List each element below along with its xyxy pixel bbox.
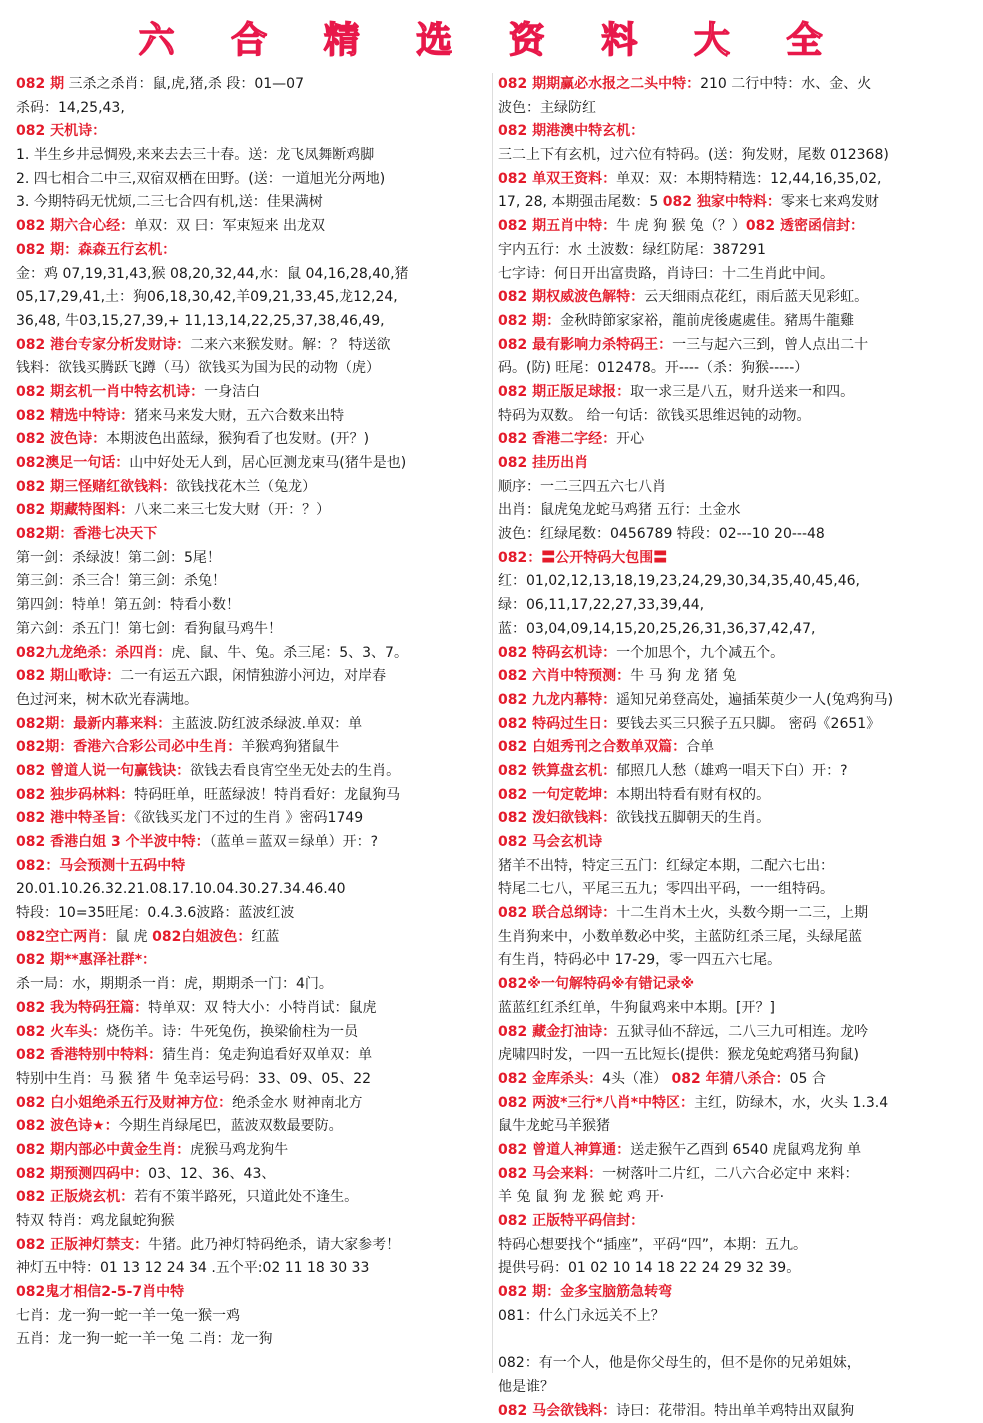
line-text: 单双：双：本期特精选：12,44,16,35,02, [616,171,881,187]
text-line [16,1257,488,1281]
text-line [16,476,488,500]
text-line [498,736,970,760]
line-text: 主蓝波.防红波杀绿波.单双：单 [171,716,362,732]
line-text: 烧伤羊。诗：牛死兔伤，换梁偷柱为一员 [106,1024,358,1040]
line-heading: 082 白姐秀刊之合数单双篇： [498,739,686,755]
text-line [498,760,970,784]
text-line [16,1305,488,1329]
text-line [498,1068,970,1092]
text-line [498,713,970,737]
text-line [498,689,970,713]
text-line [16,736,488,760]
line-heading: 082 期： [16,242,78,258]
column-divider [492,73,493,1373]
line-heading: 082 期五肖中特： [498,218,616,234]
line-heading: 082 期期赢必水报之二头中特： [498,76,700,92]
text-line [498,168,970,192]
text-line [16,570,488,594]
text-line [16,191,488,215]
line-text: 欲钱找五脚朝天的生肖。 [616,810,770,826]
line-heading: 082 曾道人神算通： [498,1142,630,1158]
line-text: 1. 半生乡井忌惆殁,来来去去三十春。送：龙飞凤舞断鸡脚 [16,147,374,163]
line-text: 210 二行中特：水、金、火 [700,76,871,92]
line-text: 七字诗：何日开出富贵路，肖诗曰：十二生肖此中间。 [498,266,834,282]
text-line [16,357,488,381]
line-heading: 082期： [16,526,73,542]
line-text: 提供号码：01 02 10 14 18 22 24 29 32 39。 [498,1260,800,1276]
line-text: 若有不策半路死，只道此处不逢生。 [134,1189,358,1205]
text-line [16,973,488,997]
line-heading: 082 期藏特图料： [16,502,134,518]
text-line [498,1257,970,1281]
line-heading: 082 正版烧玄机： [16,1189,134,1205]
line-heading: 082 马会玄机诗 [498,834,602,850]
line-text: 特码心想要找个“插座”，平码“四”，本期：五九。 [498,1237,807,1253]
line-text: 牛 虎 狗 猴 兔（？） [616,218,746,234]
line-heading: 香港七决天下 [73,526,157,542]
line-heading: 082 期权威波色解特： [498,289,644,305]
line-text: 一身洁白 [204,384,260,400]
line-heading: 082 透密函信封： [746,218,864,234]
text-line [498,618,970,642]
line-heading: 082空亡两肖： [16,929,115,945]
text-line [16,1092,488,1116]
line-heading: 082 期正版足球报： [498,384,630,400]
line-text: 色过河来，树木砍光春满地。 [16,692,198,708]
text-line [498,476,970,500]
line-heading: 082期： [16,716,73,732]
line-text: 虎啸四时发，一四一五比短长(提供：猴龙兔蛇鸡猪马狗鼠) [498,1047,859,1063]
line-text: 八来二来三七发大财（开：？） [134,502,330,518]
text-line [498,1139,970,1163]
line-heading: 082 港台专家分析发财诗： [16,337,190,353]
line-text: 3. 今期特码无忧烦,二三七合四有机,送：佳果满树 [16,194,323,210]
line-text: 十二生肖木土火，头数今期一二三，上期 [616,905,868,921]
line-text: 虎、鼠、牛、兔。杀三尾：5、3、7。 [171,645,408,661]
text-line [16,1210,488,1234]
line-heading: 082 铁算盘玄机： [498,763,616,779]
text-line [498,570,970,594]
line-heading: 082 期港澳中特玄机： [498,123,644,139]
text-line [498,191,970,215]
line-text: 云天细雨点花红，雨后蓝天见彩虹。 [644,289,868,305]
text-line [16,642,488,666]
text-line [16,784,488,808]
text-line [16,144,488,168]
text-line [16,120,488,144]
line-heading: 082 香港特别中特料： [16,1047,162,1063]
text-line [498,1092,970,1116]
text-line [498,1234,970,1258]
line-text: 码。(防) 旺尾：012478。开----（杀：狗猴-----） [498,360,808,376]
line-heading: 082 特码玄机诗： [498,645,616,661]
text-line [16,97,488,121]
line-text: 一三与起六三到，曾人点出二十 [672,337,868,353]
line-heading: 082 香港白姐 3 个半波中特： [16,834,210,850]
line-text: 虎猴马鸡龙狗牛 [190,1142,288,1158]
text-line [498,878,970,902]
text-line [498,452,970,476]
line-heading: 082 正版特平码信封： [498,1213,644,1229]
text-line [16,1328,488,1352]
line-text: 七肖：龙一狗一蛇一羊一兔一猴一鸡 [16,1308,240,1324]
text-line [16,618,488,642]
line-text: 顺序：一二三四五六七八肖 [498,479,666,495]
text-line [498,1400,970,1423]
line-heading: 082 正版神灯禁支： [16,1237,148,1253]
text-line [16,73,488,97]
text-line [16,594,488,618]
text-line [16,689,488,713]
right-column [498,73,970,1423]
text-line [498,1163,970,1187]
line-text: 诗曰：花带泪。特出单羊鸡特出双鼠狗 [616,1403,854,1419]
line-heading: 082 曾道人说一句赢钱诀： [16,763,190,779]
line-text: 特双 特肖：鸡龙鼠蛇狗猴 [16,1213,174,1229]
line-heading: 082 藏金打油诗： [498,1024,616,1040]
line-text: 五肖：龙一狗一蛇一羊一兔 二肖：龙一狗 [16,1331,272,1347]
line-heading: 082 期： [498,313,560,329]
text-line [16,807,488,831]
line-text: 36,48, 牛03,15,27,39,+ 11,13,14,22,25,37,38,46,49, [16,313,385,329]
line-text: 05,17,29,41,土：狗06,18,30,42,羊09,21,33,45,龙12,24, [16,289,398,305]
line-text: 绝杀金水 财神南北方 [232,1095,362,1111]
line-heading: 082 期**惠泽社群*： [16,952,156,968]
line-heading: 最新内幕来料： [73,716,171,732]
line-heading: 082 单双王资料： [498,171,616,187]
text-line [498,144,970,168]
line-heading: 082 泼妇欲钱料： [498,810,616,826]
text-line [16,1044,488,1068]
line-text: 羊猴鸡狗猪鼠牛 [241,739,339,755]
line-text: 郁照几人愁（雄鸡一唱天下白）开：? [616,763,847,779]
line-heading: 082 期预测四码中： [16,1166,148,1182]
text-line [16,452,488,476]
text-line [498,642,970,666]
text-line [16,310,488,334]
text-line [498,926,970,950]
line-text: 二来六来猴发财。解：？ 特送欲 [190,337,390,353]
line-text: 钱料：欲钱买腾跃飞蹲（马）欲钱买为国为民的动物（虎） [16,360,380,376]
line-heading: 082 最有影响力杀特码王： [498,337,672,353]
text-line [498,1186,970,1210]
text-line [16,263,488,287]
text-line [498,286,970,310]
text-line [498,357,970,381]
line-text: 特别中生肖：马 猴 猪 牛 兔幸运号码：33、09、05、22 [16,1071,371,1087]
line-text: 《欲钱买龙门不过的生肖 》密码1749 [134,810,363,826]
line-text: 合单 [686,739,714,755]
line-heading: 082 六肖中特预测： [498,668,630,684]
text-line [498,902,970,926]
line-heading: 082 年猜八杀合： [671,1071,789,1087]
text-line [16,665,488,689]
line-heading: 森森五行玄机： [78,242,176,258]
line-text: 03、12、36、43、 [148,1166,275,1182]
line-text: 欲钱去看良宵空坐无处去的生肖。 [190,763,400,779]
text-line [16,286,488,310]
line-text: 今期生肖绿尾巴，蓝波双数最要防。 [119,1118,343,1134]
line-text: 五狱寻仙不辞远，二八三九可相连。龙吟 [616,1024,868,1040]
line-heading: 082 天机诗： [16,123,106,139]
text-line [16,239,488,263]
text-line [16,926,488,950]
line-heading: 082 两波*三行*八肖*中特区： [498,1095,694,1111]
line-heading: 082 特码过生日： [498,716,616,732]
line-text: 猪羊不出特，特定三五门：红绿定本期，二配六七出： [498,858,834,874]
text-line [498,973,970,997]
text-line [16,381,488,405]
line-text: 要钱去买三只猴子五只脚。 密码《2651》 [616,716,880,732]
line-heading: 082 马会来料： [498,1166,602,1182]
line-text: 第三剑：杀三合！第三剑：杀兔！ [16,573,226,589]
line-text: 单双：双 曰：军束短来 出龙双 [134,218,325,234]
line-text: 牛猪。此乃神灯特码绝杀，请大家参考！ [148,1237,400,1253]
line-text: 一树落叶二片红，二八六合必定中 来料： [602,1166,858,1182]
line-text: 波色：红绿尾数：0456789 特段：02---10 20---48 [498,526,825,542]
text-line [16,215,488,239]
line-text: 有生肖，特码必中 17-29，零一四五六七尾。 [498,952,781,968]
line-heading: 082 期玄机一肖中特玄机诗： [16,384,204,400]
text-line [16,760,488,784]
line-heading: 082 挂历出肖 [498,455,588,471]
line-heading: 082 期六合心经： [16,218,134,234]
line-heading: 082九龙绝杀：杀四肖： [16,645,171,661]
line-heading: 082 期三怪赌红欲钱料： [16,479,176,495]
line-text: 三杀之杀肖：鼠,虎,猪,杀 段：01—07 [64,76,304,92]
text-line [498,499,970,523]
text-line [498,1352,970,1376]
line-heading: 082 独家中特料： [663,194,781,210]
text-line [16,949,488,973]
text-line [498,997,970,1021]
text-line [498,1044,970,1068]
text-line [498,405,970,429]
text-line [498,665,970,689]
line-text: 第六剑：杀五门！第七剑：看狗鼠马鸡牛！ [16,621,282,637]
line-text: 第四剑：特单！第五剑：特看小数！ [16,597,240,613]
text-line [498,1328,970,1352]
line-text: 鼠 虎 [115,929,152,945]
line-text: 本期出特看有财有权的。 [616,787,770,803]
text-line [498,523,970,547]
line-text: 三二上下有玄机，过六位有特码。(送：狗发财，尾数 012368) [498,147,889,163]
line-heading: 082鬼才相信2-5-7肖中特 [16,1284,184,1300]
text-line [498,1281,970,1305]
text-line [498,807,970,831]
text-line [16,1021,488,1045]
text-line [498,263,970,287]
line-heading: 香港六合彩公司必中生肖： [73,739,241,755]
text-line [498,1210,970,1234]
text-line [498,1115,970,1139]
text-line [16,405,488,429]
line-heading: 082 期 [16,76,64,92]
line-text: 20.01.10.26.32.21.08.17.10.04.30.27.34.46.40 [16,881,346,897]
text-line [16,831,488,855]
text-line [498,334,970,358]
line-text: 金秋時節家家裕，龍前虎後處處佳。豬馬牛龍雞 [560,313,854,329]
text-line [498,949,970,973]
line-text: 蓝蓝红红杀红单，牛狗鼠鸡来中本期。[开？] [498,1000,775,1016]
line-text: 宇内五行：水 土波数：绿红防尾：387291 [498,242,766,258]
line-heading: 082 期： [498,1284,560,1300]
line-text: （蓝单＝蓝双＝绿单）开：? [210,834,378,850]
text-line [498,120,970,144]
line-heading: 082 我为特码狂篇： [16,1000,148,1016]
line-heading: 082 联合总纲诗： [498,905,616,921]
text-line [16,713,488,737]
line-heading: 金多宝脑筋急转弯 [560,1284,672,1300]
line-heading: 082：〓公开特码大包围〓 [498,550,667,566]
line-heading: 082 波色诗★： [16,1118,119,1134]
line-text: 金：鸡 07,19,31,43,猴 08,20,32,44,水：鼠 04,16,28,40,猪 [16,266,409,282]
line-heading: 082 独步码林料： [16,787,134,803]
line-heading: 082 香港二字经： [498,431,616,447]
left-column [16,73,488,1352]
line-text: 特段：10=35旺尾：0.4.3.6波路：蓝波红波 [16,905,294,921]
line-text: 绿：06,11,17,22,27,33,39,44, [498,597,704,613]
line-text: 二一有运五六跟，闲情独游小河边，对岸春 [120,668,386,684]
line-text: 17, 28, 本期强击尾数：5 [498,194,663,210]
text-line [498,97,970,121]
line-text: 他是谁？ [498,1379,554,1395]
line-heading: 082白姐波色： [152,929,251,945]
line-heading: 082※一句解特码※有错记录※ [498,976,694,992]
text-line [16,902,488,926]
line-text: 081：什么门永远关不上？ [498,1308,665,1324]
line-heading: 082 九龙内幕特： [498,692,616,708]
text-line [498,381,970,405]
line-text: 山中好处无人到，居心叵测龙束马(猪牛是也) [129,455,406,471]
line-heading: 082 一句定乾坤： [498,787,616,803]
line-text: 零来七来鸡发财 [781,194,879,210]
line-heading: 082 精选中特诗： [16,408,134,424]
text-line [498,73,970,97]
line-text: 4头（准） [602,1071,671,1087]
line-text: 牛 马 狗 龙 猪 兔 [630,668,736,684]
line-text: 遥知兄弟登高处，遍插茱萸少一人(兔鸡狗马) [616,692,893,708]
line-text: 取一求三是八五，财升送来一和四。 [630,384,854,400]
text-line [16,997,488,1021]
line-heading: 082 港中特圣旨： [16,810,134,826]
line-text: 特码为双数。 给一句话：欲钱买思维迟钝的动物。 [498,408,810,424]
text-line [16,523,488,547]
line-text: 杀一局：水，期期杀一肖：虎，期期杀一门：4门。 [16,976,333,992]
line-text: 欲钱找花木兰（兔龙） [176,479,316,495]
line-heading: 082 火车头： [16,1024,106,1040]
line-text: 猪来马来发大财，五六合数来出特 [134,408,344,424]
line-text: 生肖狗来中，小数单数必中奖，主蓝防红杀三尾，头绿尾蓝 [498,929,862,945]
line-heading: 082 马会欲钱料： [498,1403,616,1419]
line-text: 开心 [616,431,644,447]
line-text: 主红，防绿木，水，火头 1.3.4 [694,1095,888,1111]
line-heading: 082 期内部必中黄金生肖： [16,1142,190,1158]
line-text: 送走猴午乙酉到 6540 虎鼠鸡龙狗 单 [630,1142,861,1158]
line-heading: 082 金库杀头： [498,1071,602,1087]
text-line [498,594,970,618]
line-text: 神灯五中特：01 13 12 24 34 .五个平:02 11 18 30 33 [16,1260,369,1276]
line-heading: 082：马会预测十五码中特 [16,858,185,874]
text-line [16,1234,488,1258]
text-line [16,1163,488,1187]
line-text: 羊 兔 鼠 狗 龙 猴 蛇 鸡 开· [498,1189,664,1205]
line-text: 特码旺单，旺蓝绿波！特肖看好：龙鼠狗马 [134,787,400,803]
line-heading: 082 白小姐绝杀五行及财神方位： [16,1095,232,1111]
line-text: 杀码：14,25,43, [16,100,125,116]
text-line [498,547,970,571]
text-line [16,1139,488,1163]
text-line [16,1186,488,1210]
line-text: 红蓝 [251,929,279,945]
text-line [498,831,970,855]
text-line [498,1305,970,1329]
line-text: 猜生肖：兔走狗追看好双单双：单 [162,1047,372,1063]
text-line [498,855,970,879]
line-text: 红：01,02,12,13,18,19,23,24,29,30,34,35,40,45,46, [498,573,860,589]
line-heading: 082 波色诗： [16,431,106,447]
text-line [16,499,488,523]
line-text: 特单双：双 特大小：小特肖试：鼠虎 [148,1000,376,1016]
text-line [16,1115,488,1139]
line-text: 出肖：鼠虎兔龙蛇马鸡猪 五行：土金水 [498,502,740,518]
line-text: 蓝：03,04,09,14,15,20,25,26,31,36,37,42,47, [498,621,815,637]
line-heading: 082澳足一句话： [16,455,129,471]
line-heading: 082期： [16,739,73,755]
text-line [16,878,488,902]
line-text: 特尾二七八，平尾三五九；零四出平码，一一组特码。 [498,881,834,897]
line-text: 本期波色出蓝绿，猴狗看了也发财。(开？) [106,431,369,447]
text-line [16,547,488,571]
text-line [16,1068,488,1092]
text-line [498,215,970,239]
line-text: 05 合 [790,1071,826,1087]
text-line [498,428,970,452]
text-line [16,855,488,879]
line-text: 鼠牛龙蛇马羊猴猪 [498,1118,610,1134]
text-line [16,1281,488,1305]
line-text: 第一剑：杀绿波！第二剑：5尾！ [16,550,221,566]
line-text: 一个加思个，九个减五个。 [616,645,784,661]
text-line [498,784,970,808]
text-line [16,334,488,358]
line-heading: 082 期山歌诗： [16,668,120,684]
text-line [16,428,488,452]
text-line [498,310,970,334]
text-line [498,1021,970,1045]
line-text: 2. 四七相合二中三,双宿双栖在田野。(送：一道旭光分两地) [16,171,385,187]
text-line [498,239,970,263]
line-text: 波色：主绿防红 [498,100,596,116]
page-title: 六 合 精 选 资 料 大 全 [0,12,983,62]
line-text: 082：有一个人，他是你父母生的，但不是你的兄弟姐妹， [498,1355,861,1371]
text-line [16,168,488,192]
